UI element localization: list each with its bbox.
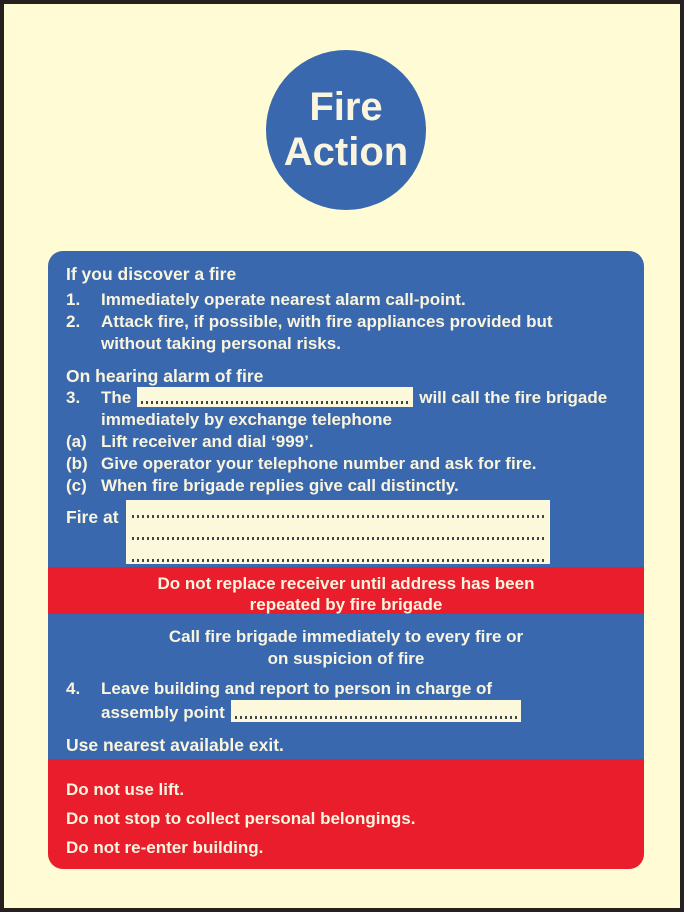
- call-brigade-note: [66, 626, 626, 670]
- item3-post-text: will call the fire brigade: [419, 388, 608, 407]
- call-brigade-line1: Call fire brigade immediately to every fire or: [168, 627, 524, 646]
- item-number: (b): [66, 454, 88, 473]
- assembly-point-label: assembly point: [101, 703, 225, 722]
- instruction-subitem-c: [66, 475, 626, 497]
- item-number: 2.: [66, 312, 81, 331]
- item-text: Immediately operate nearest alarm call-point.: [101, 290, 466, 309]
- dotted-line: [141, 401, 409, 404]
- item-text: immediately by exchange telephone: [101, 410, 392, 429]
- warning-line1: Do not replace receiver until address has been: [157, 574, 535, 593]
- call-brigade-line2: on suspicion of fire: [267, 649, 425, 668]
- roundel-title-line2: Action: [283, 130, 409, 174]
- item-number: [66, 700, 101, 724]
- fill-in-box-address: [126, 500, 550, 564]
- instruction-subitem-b: [66, 453, 626, 475]
- instruction-item-4-continued: [66, 700, 626, 724]
- instruction-item-2: [66, 311, 626, 355]
- item-text: [101, 387, 607, 409]
- dotted-line: [132, 515, 544, 518]
- fire-at-label: Fire at: [66, 507, 119, 527]
- instruction-subitem-a: [66, 431, 626, 453]
- instruction-item-1: [66, 289, 626, 311]
- fire-at-row: [66, 506, 626, 576]
- fire-action-roundel: [266, 50, 426, 210]
- item-text: [101, 700, 527, 724]
- roundel-title-line1: Fire: [309, 85, 383, 129]
- item3-pre-text: The: [101, 388, 132, 407]
- fill-in-box-caller: [137, 387, 413, 407]
- item-text: Attack fire, if possible, with fire appliances provided but without taking personal risks.: [101, 312, 553, 353]
- dotted-line: [132, 559, 544, 562]
- prohibition-line-reenter: Do not re-enter building.: [66, 838, 264, 857]
- item-number: (c): [66, 476, 87, 495]
- item-number: 4.: [66, 679, 81, 698]
- prohibition-line-belongings: Do not stop to collect personal belongings.: [66, 809, 416, 828]
- prohibition-band: [48, 759, 644, 869]
- exit-note: Use nearest available exit.: [66, 735, 284, 755]
- section-discover-fire: [48, 251, 644, 567]
- item-text: Give operator your telephone number and ask for fire.: [101, 454, 537, 473]
- item-text: When fire brigade replies give call distinctly.: [101, 476, 459, 495]
- prohibition-line-lift: Do not use lift.: [66, 780, 185, 799]
- instruction-panel: [48, 251, 644, 869]
- item-number: 1.: [66, 290, 81, 309]
- item-text: Lift receiver and dial ‘999’.: [101, 432, 314, 451]
- hearing-heading: On hearing alarm of fire: [66, 366, 264, 386]
- instruction-item-3-continued: [66, 409, 626, 431]
- warning-line2: repeated by fire brigade: [249, 595, 443, 614]
- item-text: Leave building and report to person in charge of: [101, 679, 493, 698]
- section-evacuate: [48, 614, 644, 759]
- instruction-item-3: [66, 387, 626, 409]
- discover-heading: If you discover a fire: [66, 264, 237, 284]
- fill-in-box-assembly: [231, 700, 521, 722]
- dotted-line: [235, 716, 517, 719]
- item-number: [66, 409, 101, 431]
- instruction-item-4: [66, 678, 626, 700]
- item-number: (a): [66, 432, 87, 451]
- item-number: 3.: [66, 388, 81, 407]
- dotted-line: [132, 537, 544, 540]
